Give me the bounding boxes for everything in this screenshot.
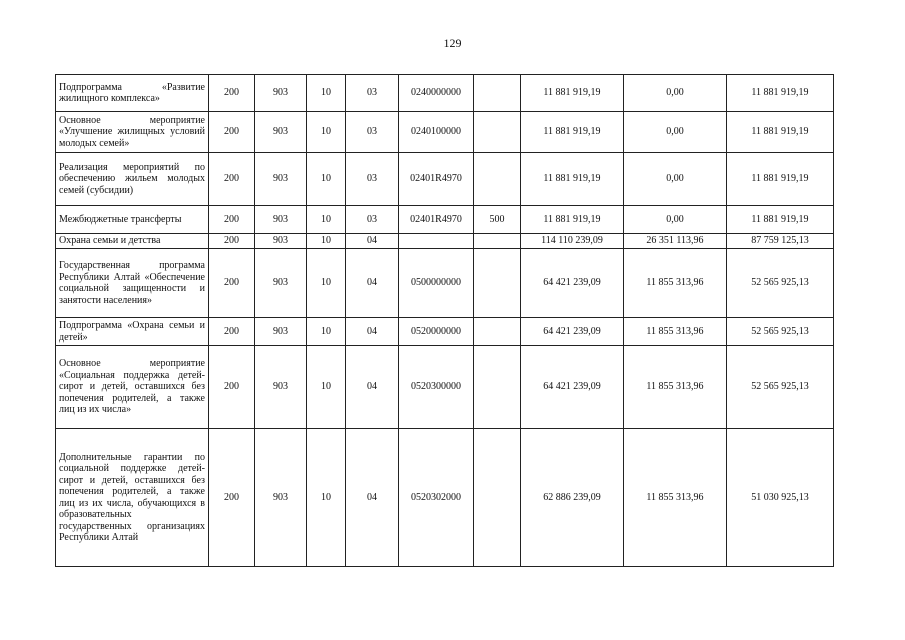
cell-amount-3: 52 565 925,13	[727, 346, 834, 429]
cell-code-2: 903	[255, 249, 307, 318]
cell-code-6	[474, 249, 521, 318]
cell-amount-1: 11 881 919,19	[521, 112, 624, 153]
cell-code-6	[474, 112, 521, 153]
cell-amount-1: 11 881 919,19	[521, 153, 624, 206]
cell-amount-1: 11 881 919,19	[521, 206, 624, 234]
cell-code-4: 04	[346, 234, 399, 249]
cell-code-1: 200	[209, 249, 255, 318]
budget-table	[55, 74, 834, 567]
cell-amount-3: 11 881 919,19	[727, 75, 834, 112]
cell-code-6: 500	[474, 206, 521, 234]
cell-code-5: 0240000000	[399, 75, 474, 112]
table-row	[56, 112, 834, 153]
cell-code-2: 903	[255, 234, 307, 249]
cell-amount-1: 62 886 239,09	[521, 429, 624, 567]
cell-code-4: 03	[346, 206, 399, 234]
cell-code-5: 0240100000	[399, 112, 474, 153]
cell-code-6	[474, 75, 521, 112]
cell-code-6	[474, 429, 521, 567]
table-row	[56, 346, 834, 429]
cell-amount-3: 11 881 919,19	[727, 206, 834, 234]
cell-code-1: 200	[209, 346, 255, 429]
cell-code-3: 10	[307, 249, 346, 318]
cell-code-2: 903	[255, 318, 307, 346]
row-name: Охрана семьи и детства	[56, 234, 209, 249]
cell-code-1: 200	[209, 153, 255, 206]
cell-code-3: 10	[307, 234, 346, 249]
cell-code-2: 903	[255, 112, 307, 153]
cell-code-4: 04	[346, 249, 399, 318]
cell-code-5: 02401R4970	[399, 206, 474, 234]
cell-code-1: 200	[209, 112, 255, 153]
cell-amount-3: 52 565 925,13	[727, 249, 834, 318]
cell-amount-2: 26 351 113,96	[624, 234, 727, 249]
cell-amount-2: 11 855 313,96	[624, 249, 727, 318]
row-name: Государственная программа Республики Алтай «Обеспечение социальной защищенности и занятости населения»	[56, 249, 209, 318]
table-row	[56, 206, 834, 234]
cell-code-3: 10	[307, 429, 346, 567]
cell-code-4: 04	[346, 346, 399, 429]
cell-amount-3: 51 030 925,13	[727, 429, 834, 567]
row-name: Дополнительные гарантии по социальной поддержке детей-сирот и детей, оставшихся без попечения родителей, а также лиц из их числа, обучающихся в образовательных государственных организациях Республики Алтай	[56, 429, 209, 567]
cell-code-3: 10	[307, 206, 346, 234]
cell-code-4: 03	[346, 112, 399, 153]
cell-code-2: 903	[255, 153, 307, 206]
cell-code-1: 200	[209, 429, 255, 567]
cell-code-1: 200	[209, 206, 255, 234]
cell-amount-1: 114 110 239,09	[521, 234, 624, 249]
cell-code-3: 10	[307, 318, 346, 346]
cell-code-5: 0520000000	[399, 318, 474, 346]
cell-amount-3: 87 759 125,13	[727, 234, 834, 249]
cell-code-6	[474, 234, 521, 249]
cell-code-5: 0520300000	[399, 346, 474, 429]
cell-code-6	[474, 153, 521, 206]
cell-amount-3: 11 881 919,19	[727, 153, 834, 206]
cell-code-3: 10	[307, 112, 346, 153]
table-row	[56, 318, 834, 346]
cell-code-3: 10	[307, 346, 346, 429]
cell-code-4: 04	[346, 318, 399, 346]
cell-amount-2: 0,00	[624, 206, 727, 234]
cell-amount-1: 64 421 239,09	[521, 346, 624, 429]
cell-code-1: 200	[209, 75, 255, 112]
cell-code-2: 903	[255, 346, 307, 429]
table-row	[56, 249, 834, 318]
cell-code-2: 903	[255, 75, 307, 112]
cell-amount-1: 11 881 919,19	[521, 75, 624, 112]
cell-amount-2: 11 855 313,96	[624, 346, 727, 429]
cell-code-2: 903	[255, 429, 307, 567]
cell-amount-1: 64 421 239,09	[521, 318, 624, 346]
table-row	[56, 153, 834, 206]
cell-code-1: 200	[209, 234, 255, 249]
row-name: Основное мероприятие «Улучшение жилищных условий молодых семей»	[56, 112, 209, 153]
cell-amount-2: 0,00	[624, 153, 727, 206]
row-name: Подпрограмма «Охрана семьи и детей»	[56, 318, 209, 346]
cell-code-4: 04	[346, 429, 399, 567]
table-row	[56, 429, 834, 567]
page-number: 129	[443, 36, 462, 50]
cell-code-5: 0520302000	[399, 429, 474, 567]
cell-code-5: 02401R4970	[399, 153, 474, 206]
cell-amount-2: 11 855 313,96	[624, 429, 727, 567]
cell-code-4: 03	[346, 75, 399, 112]
cell-code-2: 903	[255, 206, 307, 234]
cell-amount-2: 11 855 313,96	[624, 318, 727, 346]
cell-amount-3: 52 565 925,13	[727, 318, 834, 346]
cell-amount-3: 11 881 919,19	[727, 112, 834, 153]
cell-code-6	[474, 318, 521, 346]
row-name: Межбюджетные трансферты	[56, 206, 209, 234]
cell-code-5: 0500000000	[399, 249, 474, 318]
cell-code-6	[474, 346, 521, 429]
row-name: Подпрограмма «Развитие жилищного комплекса»	[56, 75, 209, 112]
table-row	[56, 234, 834, 249]
cell-code-3: 10	[307, 75, 346, 112]
cell-amount-1: 64 421 239,09	[521, 249, 624, 318]
cell-code-4: 03	[346, 153, 399, 206]
cell-amount-2: 0,00	[624, 112, 727, 153]
row-name: Основное мероприятие «Социальная поддержка детей-сирот и детей, оставшихся без попечения родителей, а также лиц из их числа»	[56, 346, 209, 429]
cell-code-1: 200	[209, 318, 255, 346]
row-name: Реализация мероприятий по обеспечению жильем молодых семей (субсидии)	[56, 153, 209, 206]
table-row	[56, 75, 834, 112]
cell-amount-2: 0,00	[624, 75, 727, 112]
cell-code-3: 10	[307, 153, 346, 206]
cell-code-5	[399, 234, 474, 249]
